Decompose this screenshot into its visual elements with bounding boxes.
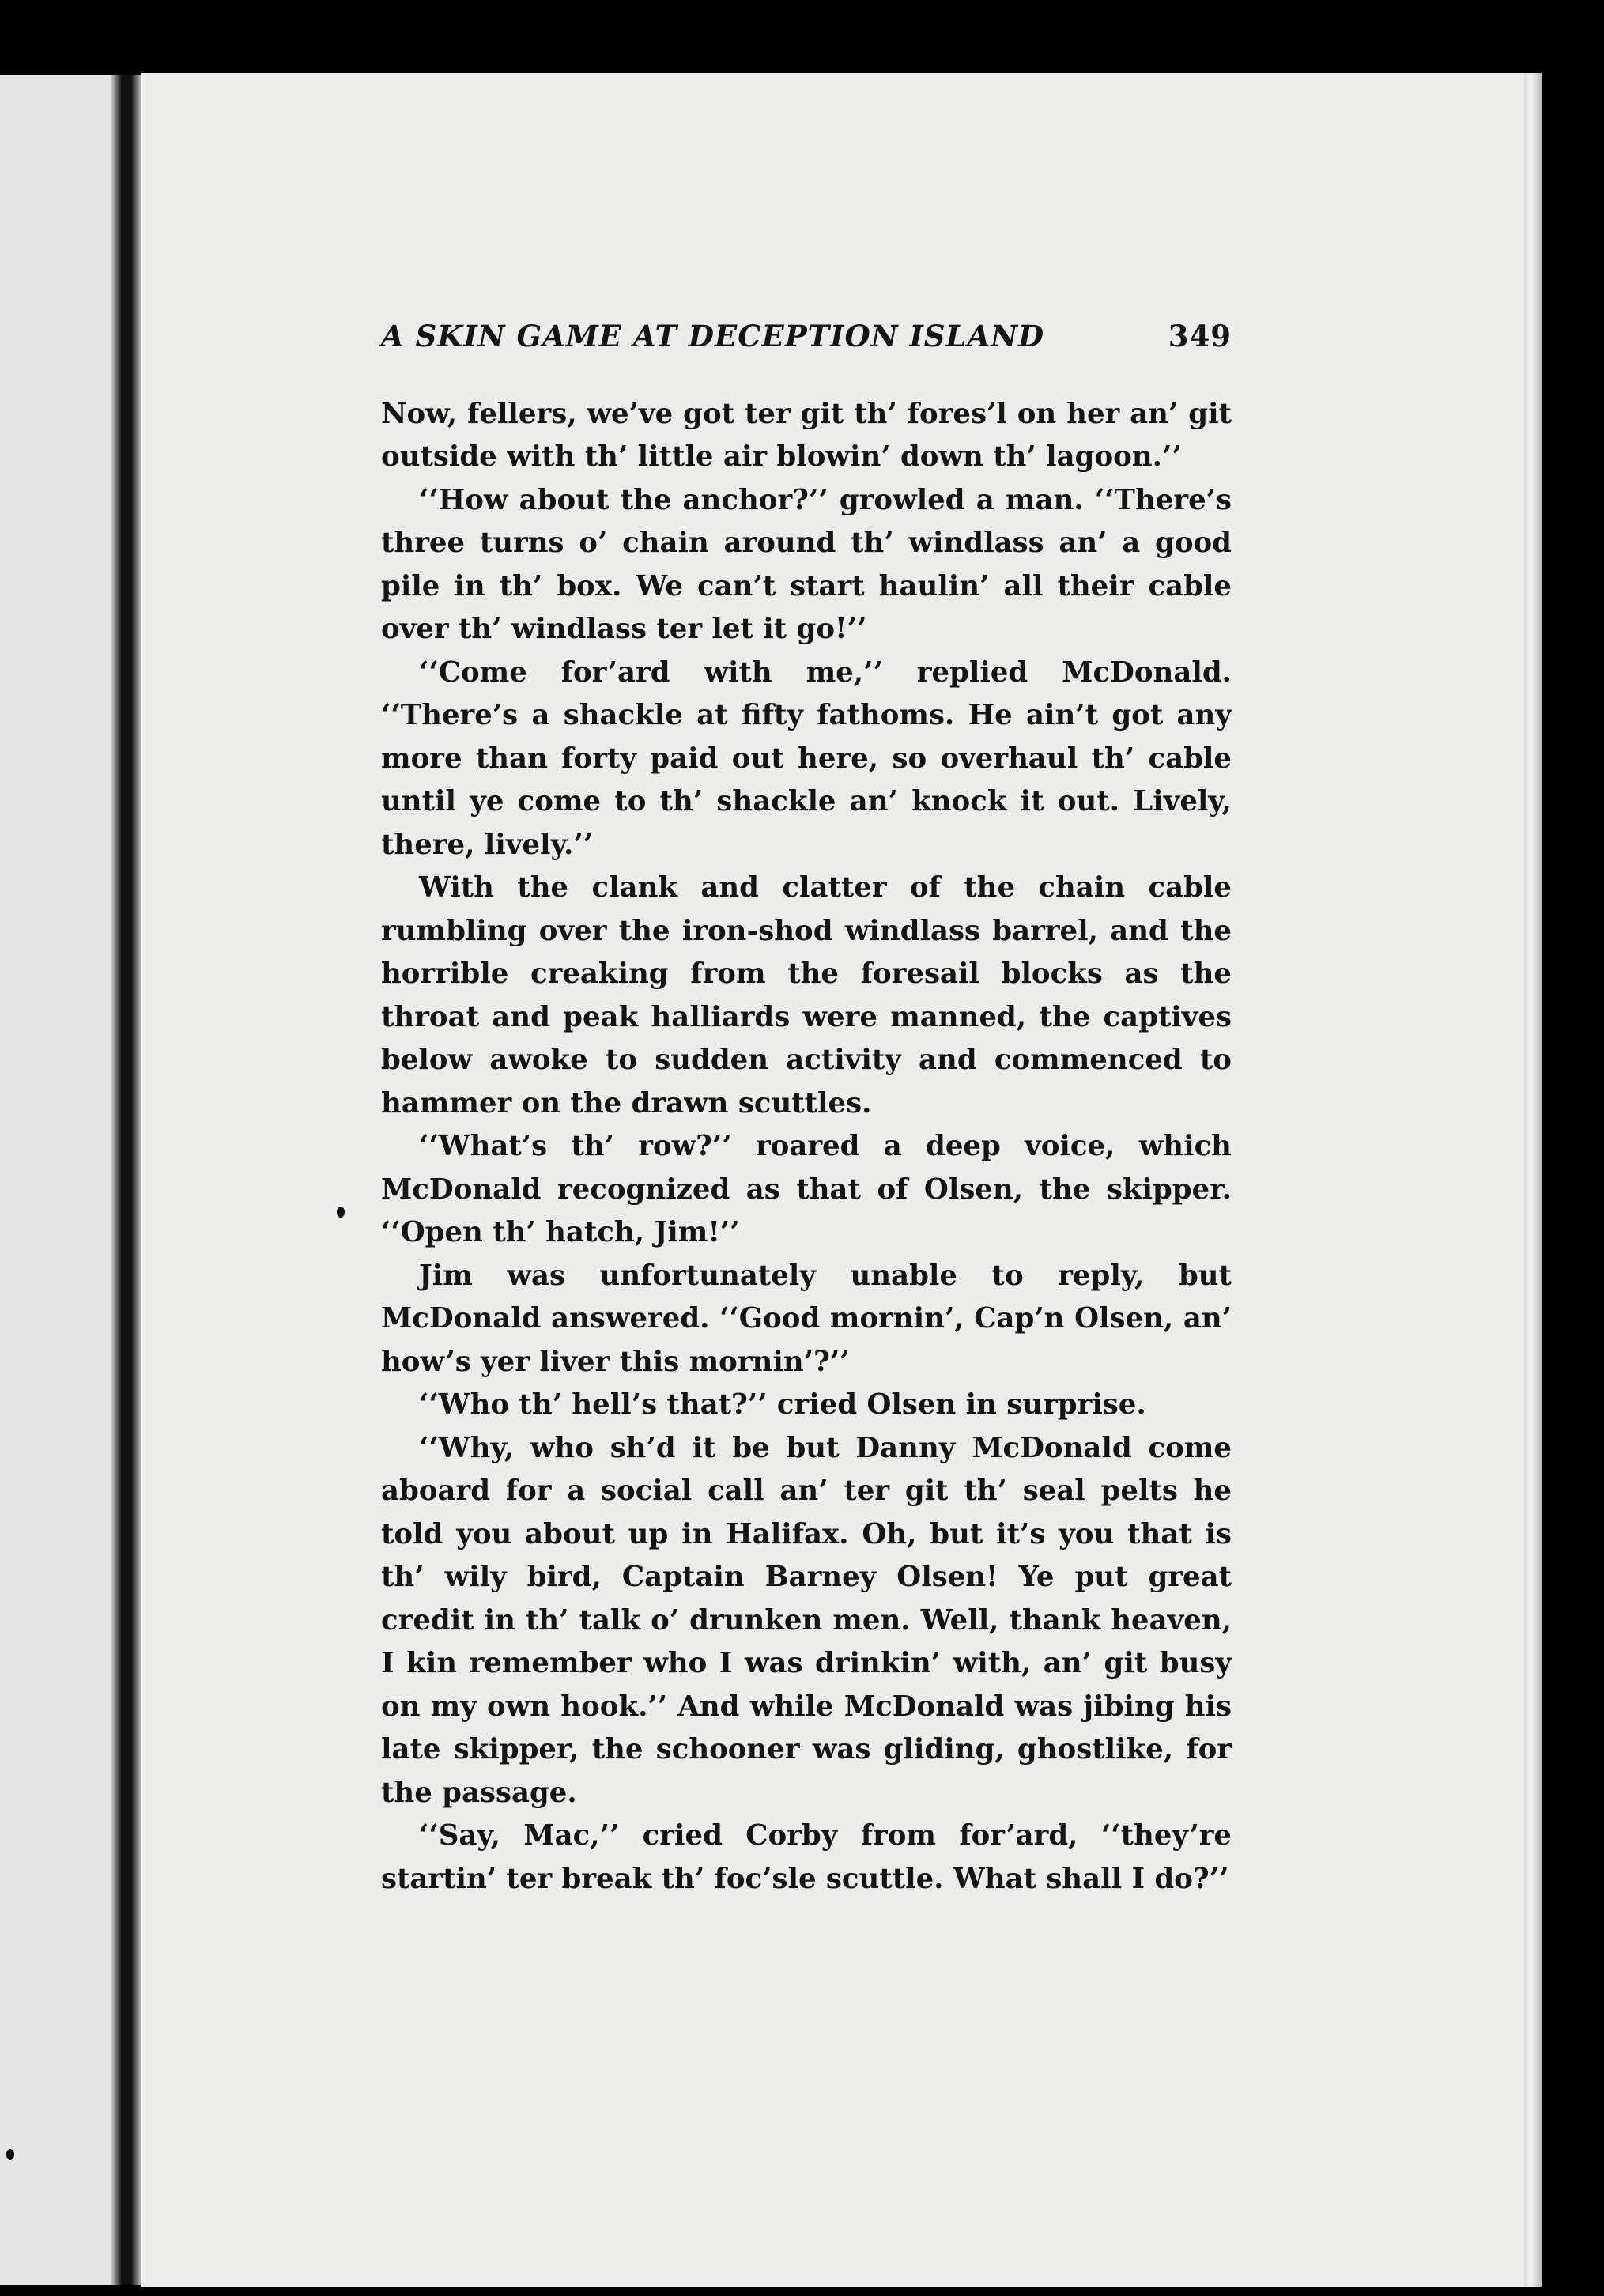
running-header [381, 315, 1232, 358]
paragraph: Now, fellers, we’ve got ter git th’ fores’l on her an’ git outside with th’ little air blowin’ down th’ lagoon.’’ [381, 397, 1232, 473]
facing-page-margin [0, 75, 126, 2285]
scan-speck [6, 2149, 14, 2160]
paragraph: ‘‘Why, who sh’d it be but Danny McDonald come aboard for a social call an’ ter git th’ seal pelts he told you about up in Halifax. Oh, but it’s you that is th’ wily bird, Captain Barney Olsen! Ye put great credit in th’ talk o’ drunken men. Well, thank heaven, I kin remember who I was drinkin’ with, an’ git busy on my own hook.’’ And while McDonald was jibing his late skipper, the schooner was gliding, ghostlike, for the passage. [381, 1431, 1232, 1809]
book-gutter [111, 75, 142, 2285]
paragraph: With the clank and clatter of the chain cable rumbling over the iron-shod windlass barrel, and the horrible creaking from the foresail blocks as the throat and peak halliards were manned, the captives below awoke to sudden activity and commenced to hammer on the drawn scuttles. [381, 871, 1232, 1120]
paragraph: ‘‘Who th’ hell’s that?’’ cried Olsen in surprise. [419, 1388, 1146, 1421]
scan-speck [337, 1207, 345, 1218]
page-text [381, 315, 1232, 1901]
paragraph: ‘‘How about the anchor?’’ growled a man. ‘‘There’s three turns o’ chain around th’ windlass an’ a good pile in th’ box. We can’t start haulin’ all their cable over th’ windlass ter let it go!’’ [381, 483, 1232, 645]
page-number: 349 [1168, 319, 1232, 353]
paragraph: ‘‘Come for’ard with me,’’ replied McDonald. ‘‘There’s a shackle at fifty fathoms. He ain’t got any more than forty paid out here, so overhaul th’ cable until ye come to th’ shackle an’ knock it out. Lively, there, lively.’’ [381, 655, 1232, 861]
page-edge [1524, 73, 1542, 2287]
paragraph: ‘‘What’s th’ row?’’ roared a deep voice, which McDonald recognized as that of Olsen, the skipper. ‘‘Open th’ hatch, Jim!’’ [381, 1130, 1232, 1248]
paragraph: ‘‘Say, Mac,’’ cried Corby from for’ard, ‘‘they’re startin’ ter break th’ foc’sle scuttle. What shall I do?’’ [381, 1819, 1232, 1895]
paragraph: Jim was unfortunately unable to reply, but McDonald answered. ‘‘Good mornin’, Cap’n Olsen, an’ how’s yer liver this mornin’?’’ [381, 1259, 1232, 1378]
running-title: A SKIN GAME AT DECEPTION ISLAND [381, 319, 1045, 353]
